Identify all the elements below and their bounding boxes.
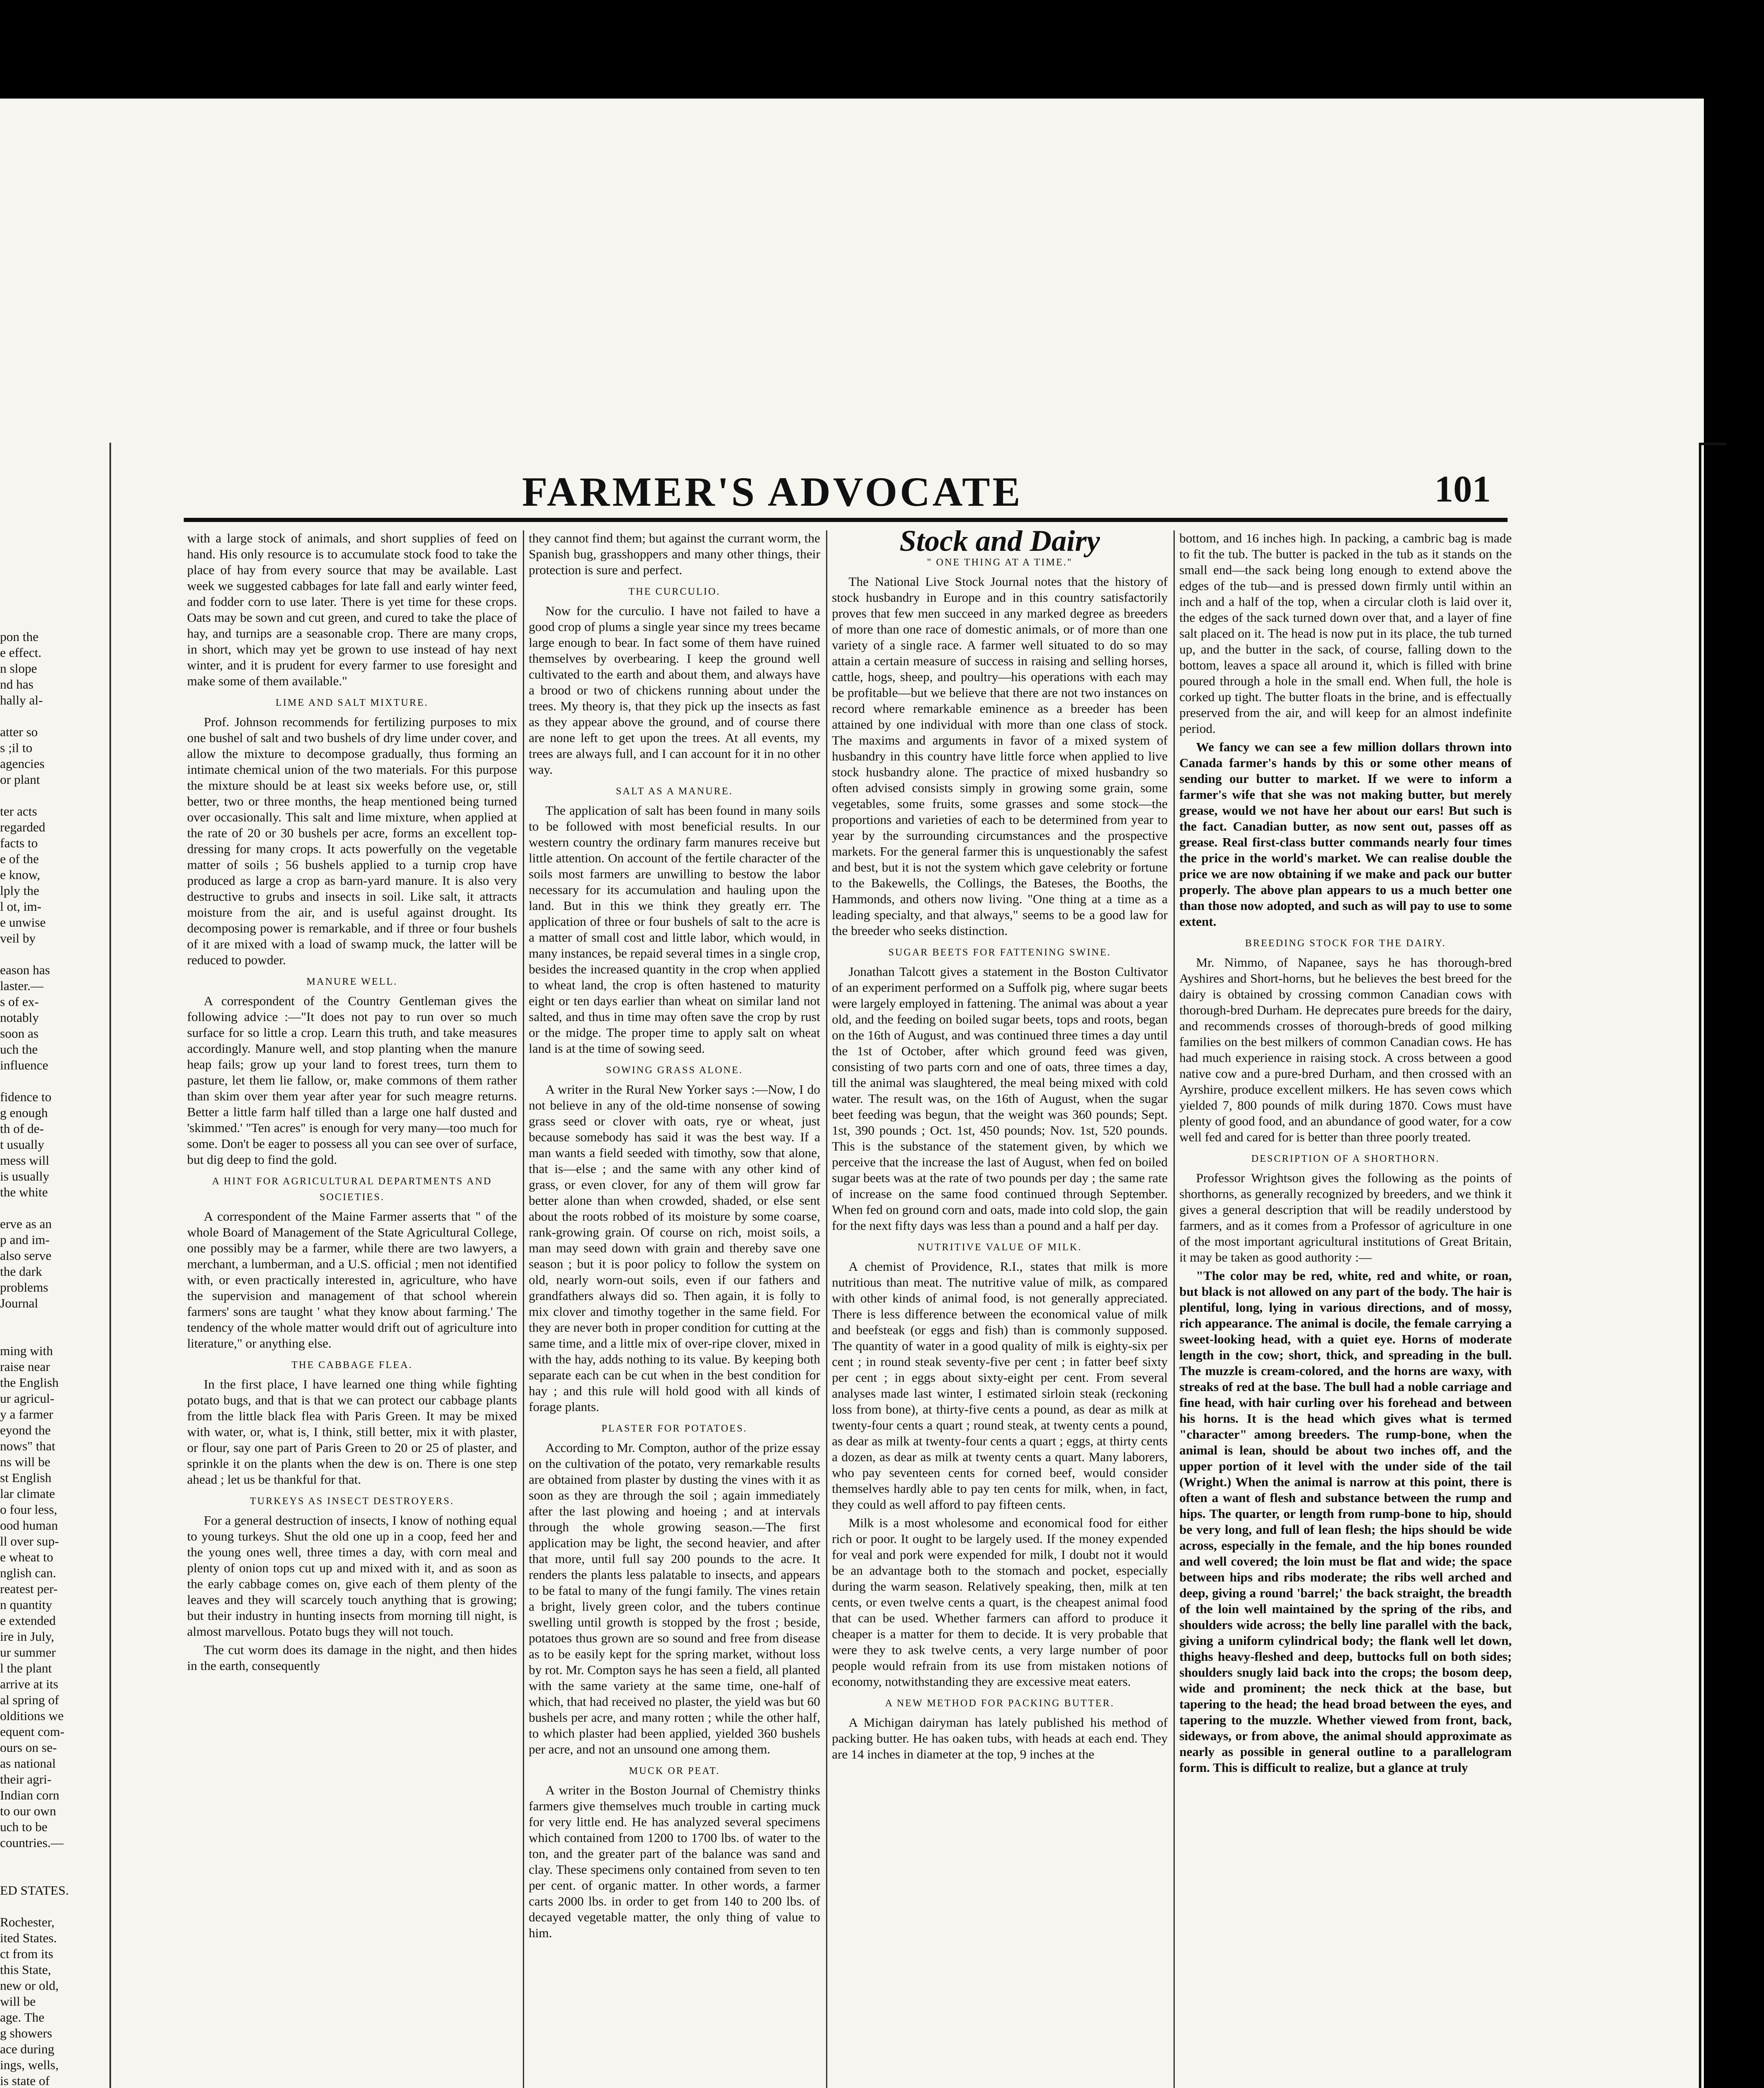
previous-page-line: age. The bbox=[0, 2010, 45, 2025]
section-heading: BREEDING STOCK FOR THE DAIRY. bbox=[1245, 938, 1446, 949]
previous-page-line: ited States. bbox=[0, 1931, 57, 1945]
previous-page-line: e know, bbox=[0, 867, 41, 882]
paragraph: A writer in the Rural New Yorker says :—Now, I do not believe in any of the old-time nonsense of sowing grass seed or clover with oats, rye or wheat, just because somebody has said it was the best way. If a man wants a field seeded with timothy, sow that alone, that is—else ; and the same with any other kind of grass, or even clover, for any of them will grow far better alone than when crowded, shaded, or else sent about the roots robbed of its moisture by some coarse, rank-growing grain. Of course on rich, moist soils, a man may seed down with grain and thereby save one season ; but it is poor policy to follow the system on old, nearly worn-out soils, even if our fathers and grandfathers always did so. Then again, it is folly to mix clover and timothy together in the same field. For they are never both in proper condition for cutting at the same time, and a little mix of over-ripe clover, mixed in with the hay, adds nothing to its value. By keeping both separate each can be cut when in the best condition for hay ; and this rule will hold good with all kinds of forage plants. bbox=[529, 1082, 820, 1414]
section-heading: SALT AS A MANURE. bbox=[616, 786, 733, 797]
previous-page-line: ings, wells, bbox=[0, 2058, 59, 2072]
previous-page-line: notably bbox=[0, 1010, 39, 1025]
paragraph: A writer in the Boston Journal of Chemistry thinks farmers give themselves much trouble in carting muck for very little end. He has analyzed several specimens which contained from 1200 to 1700 lbs. of water to the ton, and the greater part of the balance was sand and clay. These specimens only contained from seven to ten per cent. of organic matter. In other words, a farmer carts 2000 lbs. in order to get from 140 to 200 lbs. of decayed vegetable matter, the only thing of value to him. bbox=[529, 1783, 820, 1940]
previous-page-line bbox=[0, 708, 97, 724]
previous-page-line: Rochester, bbox=[0, 1915, 55, 1929]
previous-page-line: also serve bbox=[0, 1248, 52, 1263]
paragraph: A Michigan dairyman has lately published his method of packing butter. He has oaken tubs, with heads at each end. They are 14 inches in diameter at the top, 9 inches at the bbox=[832, 1715, 1168, 1761]
previous-page-line: ns will be bbox=[0, 1455, 51, 1469]
previous-page-line bbox=[0, 1311, 97, 1327]
page-header bbox=[196, 468, 1491, 514]
section-heading: DESCRIPTION OF A SHORTHORN. bbox=[1251, 1153, 1440, 1164]
previous-page-line: Indian corn bbox=[0, 1788, 60, 1802]
previous-page-line: l ot, im- bbox=[0, 899, 42, 914]
previous-page-line: uch the bbox=[0, 1042, 38, 1057]
previous-page-line: olditions we bbox=[0, 1708, 64, 1723]
previous-page-line: e extended bbox=[0, 1613, 56, 1628]
previous-page-line bbox=[0, 1851, 97, 1867]
previous-page-line: agencies bbox=[0, 756, 45, 771]
header-rule bbox=[184, 518, 1508, 522]
paragraph: Milk is a most wholesome and economical food for either rich or poor. It ought to be largely used. If the money expended for veal and pork were expended for milk, I doubt not it would be an advantage both to the stomach and pocket, especially during the warm season. Relatively speaking, then, milk at ten cents, or even twelve cents a quart, is the cheapest animal food that can be used. Whether farmers can afford to produce it cheaper is a matter for them to decide. It is very probable that were they to ask twelve cents, a very large number of poor people would refrain from its use from mistaken notions of economy, notwithstanding they are excessive meat eaters. bbox=[832, 1515, 1168, 1689]
page-number: 101 bbox=[1435, 469, 1491, 510]
previous-page-line: ED STATES. bbox=[0, 1883, 69, 1898]
previous-page-line: lply the bbox=[0, 883, 39, 898]
previous-page-line: e of the bbox=[0, 851, 39, 866]
column-divider bbox=[523, 530, 524, 2088]
previous-page-line: s of ex- bbox=[0, 994, 39, 1009]
previous-page-line bbox=[0, 1898, 97, 1914]
previous-page-line: problems bbox=[0, 1280, 48, 1295]
previous-page-line: lar climate bbox=[0, 1486, 55, 1501]
previous-page-line: mess will bbox=[0, 1153, 49, 1168]
paragraph: In the first place, I have learned one thing while fighting potato bugs, and that is that we can protect our cabbage plants from the little black flea with Paris Green. It may be mixed with water, or, what is, I think, still better, mix it with plaster, or flour, say one part of Paris Green to 20 or 25 of plaster, and sprinkle it on the plants when the dew is on. There is one step ahead ; let us be thankful for that. bbox=[187, 1377, 517, 1487]
previous-page-line: ur agricul- bbox=[0, 1391, 54, 1406]
previous-page-line: fidence to bbox=[0, 1090, 52, 1104]
previous-page-line: e effect. bbox=[0, 645, 42, 660]
previous-page-line: nd has bbox=[0, 677, 34, 692]
previous-page-line: t usually bbox=[0, 1137, 44, 1152]
previous-page-line: arrive at its bbox=[0, 1677, 58, 1691]
previous-page-line: atter so bbox=[0, 725, 38, 739]
column-2 bbox=[529, 530, 820, 2088]
previous-page-line: st English bbox=[0, 1470, 52, 1485]
previous-page-line: laster.— bbox=[0, 978, 44, 993]
previous-page-line bbox=[0, 946, 97, 962]
previous-page-line: ter acts bbox=[0, 804, 37, 818]
section-heading: MANURE WELL. bbox=[306, 976, 398, 987]
paragraph: The National Live Stock Journal notes that the history of stock husbandry in Europe and in this country satisfactorily proves that few men succeed in any marked degree as breeders of more than one race of domestic animals, or of more than one variety of a single race. A farmer well situated to do so may attain a certain measure of success in raising and selling horses, cattle, hogs, sheep, and poultry—his operations with each may be profitable—but we believe that there are not two instances on record where remarkable eminence as a breeder has been attained by one individual with more than one class of stock. The maxims and arguments in favor of a mixed system of husbandry in this country have little force when applied to live stock husbandry alone. The practice of mixed husbandry so often advised consists simply in growing some grain, some vegetables, some fruits, some grasses and some stock—the proportions and varieties of each to be determined from year to year by the surrounding circumstances and the prospective markets. For the general farmer this is unquestionably the safest and best, but it is not the system which gave celebrity or fortune to the Bakewells, the Collings, the Bateses, the Booths, the Hammonds, and others now living. "One thing at a time as a leading specialty, and that always," seems to be a good law for the breeder who seeks distinction. bbox=[832, 574, 1168, 938]
previous-page-line: ll over sup- bbox=[0, 1534, 59, 1548]
previous-page-line: uch to be bbox=[0, 1819, 48, 1834]
section-heading: THE CURCULIO. bbox=[628, 586, 721, 597]
previous-page-line: ace during bbox=[0, 2042, 54, 2056]
previous-page-line: pon the bbox=[0, 629, 39, 644]
section-heading: MUCK OR PEAT. bbox=[629, 1766, 720, 1776]
previous-page-line: will be bbox=[0, 1994, 36, 2009]
paragraph: A correspondent of the Maine Farmer asserts that " of the whole Board of Management of the State Agricultural College, one possibly may be a farmer, while there are two lawyers, a merchant, a lumberman, and a U.S. official ; men not identified with, or even practically interested in, agriculture, who have the supervision and management of that school wherein farmers' sons are taught ' what they know about farming.' The tendency of the whole matter would drift out of agriculture into literature," or anything else. bbox=[187, 1209, 517, 1351]
masthead-title: FARMER'S ADVOCATE bbox=[522, 469, 1023, 515]
previous-page-line: ood human bbox=[0, 1518, 58, 1533]
previous-page-line: p and im- bbox=[0, 1232, 50, 1247]
previous-page-line: veil by bbox=[0, 931, 36, 945]
paragraph: bottom, and 16 inches high. In packing, a cambric bag is made to fit the tub. The butter is packed in the tub as it stands on the small end—the sack being long enough to extend above the edges of the tub—and is pressed down firmly until within an inch and a half of the top, when a circular cloth is laid over it, the edges of the sack turned down over that, and a layer of fine salt placed on it. The head is now put in its place, the tub turned up, and the butter in the sack, of course, falling down to the bottom, leaves a space all around it, which is filled with brine poured through a hole in the small end. When full, the hole is corked up tight. The butter floats in the brine, and is effectually preserved from the air, and will keep for an almost indefinite period. bbox=[1179, 531, 1512, 736]
previous-page-line: n quantity bbox=[0, 1597, 52, 1612]
previous-page-line: hally al- bbox=[0, 693, 43, 707]
previous-page-line: al spring of bbox=[0, 1693, 59, 1707]
section-heading: TURKEYS AS INSECT DESTROYERS. bbox=[250, 1496, 454, 1507]
paragraph: The application of salt has been found in many soils to be followed with most beneficial results. In our western country the ordinary farm manures receive but little attention. On account of the fertile character of the soils most farmers are unwilling to bestow the labor necessary for its accumulation and hauling upon the land. But in this we think they greatly err. The application of three or four bushels of salt to the acre is a matter of small cost and little labor, which would, in many instances, be repaid several times in a single crop, besides the increased quantity in the crop when applied to wheat land, the crop is often hastened to maturity eight or ten days earlier than wheat on similar land not salted, and thus in time may often save the crop by rust or the midge. The proper time to apply salt on wheat land is at the time of sowing seed. bbox=[529, 803, 820, 1056]
paragraph: with a large stock of animals, and short supplies of feed on hand. His only resource is to accumulate stock food to take the place of hay from every source that may be available. Last week we suggested cabbages for late fall and early winter feed, and fodder corn to use later. There is yet time for these crops. Oats may be sown and cut green, and cured to take the place of hay, and turnips are a seasonable crop. There are many crops, in short, which may yet be grown to use instead of hay next winter, and it is prudent for every farmer to use foresight and make some of them available." bbox=[187, 531, 517, 688]
previous-page-line: countries.— bbox=[0, 1835, 64, 1850]
section-heading: LIME AND SALT MIXTURE. bbox=[275, 697, 428, 708]
previous-page-line bbox=[0, 1867, 97, 1883]
previous-page-line: ct from its bbox=[0, 1946, 53, 1961]
previous-page-line: is state of bbox=[0, 2073, 50, 2088]
section-heading: NUTRITIVE VALUE OF MILK. bbox=[917, 1242, 1082, 1253]
page-frame bbox=[1699, 443, 1726, 2088]
previous-page-line: soon as bbox=[0, 1026, 39, 1041]
section-heading: THE CABBAGE FLEA. bbox=[291, 1360, 413, 1371]
previous-page-line: ur summer bbox=[0, 1645, 56, 1660]
section-heading: PLASTER FOR POTATOES. bbox=[601, 1423, 748, 1434]
paragraph: Now for the curculio. I have not failed to have a good crop of plums a single year since my trees became large enough to bear. In fact some of them have ruined themselves by overbearing. I keep the ground well cultivated to the earth and about them, and always have a brood or two of chickens running about under the trees. My theory is, that they pick up the insects as fast as they appear above the ground, and of course there are none left to get upon the trees. At all events, my trees are always full, and I can account for it in no other way. bbox=[529, 603, 820, 777]
previous-page-line: is usually bbox=[0, 1169, 49, 1183]
previous-page-line: e unwise bbox=[0, 915, 46, 930]
previous-page-line: g showers bbox=[0, 2026, 52, 2040]
paragraph: For a general destruction of insects, I know of nothing equal to young turkeys. Shut the old one up in a coop, feed her and the young ones well, three times a day, with corn meal and plenty of onion tops cut up and mixed with it, and as soon as the early cabbage comes on, give each of them plenty of the leaves and they will scarcely touch anything that is growing; but their industry in hunting insects from morning till night, is almost marvellous. Potato bugs they will not touch. bbox=[187, 1513, 517, 1639]
previous-page-line: y a farmer bbox=[0, 1407, 53, 1422]
paragraph: A correspondent of the Country Gentleman gives the following advice :—"It does not pay to run over so much surface for so little a crop. Learn this truth, and take measures accordingly. Manure well, and stop planting when the manure heap fails; grow up your land to forest trees, turn them to pasture, let them lie fallow, or, make commons of them rather than skim over them year after year for such meagre returns. Better a little farm half tilled than a large one half dusted and 'skimmed.' "Ten acres" is enough for very many—too much for some. Don't be eager to possess all you can see over of surface, but dig deep to find the gold. bbox=[187, 993, 517, 1167]
previous-page-line: ming with bbox=[0, 1343, 53, 1358]
previous-page-line: eason has bbox=[0, 963, 50, 977]
previous-page-line: facts to bbox=[0, 836, 38, 850]
section-heading: A HINT FOR AGRICULTURAL DEPARTMENTS AND SOCIETIES. bbox=[212, 1176, 492, 1203]
column-1 bbox=[187, 530, 517, 2088]
section-heading: SOWING GRASS ALONE. bbox=[606, 1065, 743, 1076]
previous-page-line: eyond the bbox=[0, 1423, 51, 1437]
paragraph: Professor Wrightson gives the following as the points of shorthorns, as generally recognized by breeders, and we think it gives a general description that will be readily understood by farmers, and as it comes from a Professor of agriculture in one of the most important agricultural institutions of Great Britain, it may be taken as good authority :— bbox=[1179, 1171, 1512, 1264]
paragraph: they cannot find them; but against the currant worm, the Spanish bug, grasshoppers and many other things, their protection is sure and perfect. bbox=[529, 531, 820, 577]
paragraph: Mr. Nimmo, of Napanee, says he has thorough-bred Ayshires and Short-horns, but he believes the best breed for the dairy is obtained by crossing common Canadian cows with thorough-bred Durham. He deprecates pure breeds for the dairy, and recommends crosses of thorough-breds of good milking families on the best milkers of common Canadian cows. He has had much experience in raising stock. A cross between a good native cow and a pure-bred Durham, and then crossed with an Ayrshire, produce excellent milkers. He has seven cows which yielded 7, 800 pounds of milk during 1870. Cows must have plenty of good food, and an abundance of good water, for a cow well fed and cared for is better than three poorly treated. bbox=[1179, 955, 1512, 1144]
paragraph: The cut worm does its damage in the night, and then hides in the earth, consequently bbox=[187, 1642, 517, 1673]
previous-page-line: th of de- bbox=[0, 1121, 44, 1136]
previous-page-line: nglish can. bbox=[0, 1566, 56, 1580]
previous-page-line: n slope bbox=[0, 661, 37, 676]
previous-page-line: ours on se- bbox=[0, 1740, 57, 1755]
previous-page-line bbox=[0, 1200, 97, 1216]
paragraph: We fancy we can see a few million dollars thrown into Canada farmer's hands by this or some other means of sending our butter to market. If we were to inform a farmer's wife that she was not making butter, but merely grease, would we not have her about our ears! But such is the fact. Canadian butter, as now sent out, passes off as grease. Real first-class butter commands nearly four times the price in the world's market. We can realise double the price we are now obtaining if we make and pack our butter properly. The above plan appears to us a much better one than those now adopted, and such as will pay to use to some extent. bbox=[1179, 740, 1512, 929]
previous-page-line: e wheat to bbox=[0, 1550, 53, 1564]
previous-page-line: reatest per- bbox=[0, 1581, 58, 1596]
previous-page-line: o four less, bbox=[0, 1502, 57, 1517]
column-divider bbox=[826, 530, 827, 2088]
paragraph: According to Mr. Compton, author of the prize essay on the cultivation of the potato, very remarkable results are obtained from plaster by dusting the vines with it as soon as they are through the soil ; again immediately after the last plowing and hoeing ; and at intervals through the whole growing season.—The first application may be light, the second heavier, and after that more, until full say 200 pounds to the acre. It renders the plants less palatable to insects, and appears to be fatal to many of the fungi family. The vines retain a bright, lively green color, and the tubers continue swelling until growth is stopped by the frost ; beside, potatoes thus grown are so sound and free from disease as to be easily kept for the spring market, without loss by rot. Mr. Compton says he has seen a field, all planted with the same variety at the same time, one-half of which, that had received no plaster, the yield was but 60 bushels per acre, and many rotten ; while the other half, to which plaster had been applied, yielded 360 bushels per acre, and not an unsound one among them. bbox=[529, 1440, 820, 1756]
paragraph: Prof. Johnson recommends for fertilizing purposes to mix one bushel of salt and two bushels of dry lime under cover, and allow the mixture to decompose gradually, thus forming an intimate chemical union of the two materials. For this purpose the mixture should be at least six weeks before use, or, still better, two or three months, the heap mentioned being turned over occasionally. This salt and lime mixture, when applied at the rate of 20 or 30 bushels per acre, forms an excellent top-dressing for many crops. It acts powerfully on the vegetable matter of soils ; 56 bushels applied to a turnip crop have produced as large a crop as barn-yard manure. It is also very destructive to grubs and insects in soil. Like salt, it attracts moisture from the air, and is useful against drought. Its decomposing power is remarkable, and if three or four bushels of it are mixed with a load of swamp muck, the latter will be reduced to powder. bbox=[187, 715, 517, 967]
column-4 bbox=[1179, 530, 1512, 2088]
previous-page-line bbox=[0, 1327, 97, 1343]
section-heading: SUGAR BEETS FOR FATTENING SWINE. bbox=[888, 947, 1111, 958]
previous-page-line: the English bbox=[0, 1375, 59, 1390]
previous-page-line: as national bbox=[0, 1756, 56, 1771]
previous-page-line: their agri- bbox=[0, 1772, 52, 1786]
previous-page-line: l the plant bbox=[0, 1661, 52, 1675]
previous-page-line: or plant bbox=[0, 772, 40, 787]
column-3 bbox=[832, 530, 1168, 2088]
previous-page-line: equent com- bbox=[0, 1724, 65, 1739]
previous-page-line: the dark bbox=[0, 1264, 42, 1279]
previous-page-line: new or old, bbox=[0, 1978, 59, 1993]
paragraph: "The color may be red, white, red and white, or roan, but black is not allowed on any part of the body. The hair is plentiful, long, lying in various directions, and of mossy, rich appearance. The animal is docile, the female carrying a sweet-looking head, with a quiet eye. Horns of moderate length in the cow; short, thick, and spreading in the bull. The muzzle is cream-colored, and the horns are waxy, with streaks of red at the base. The bull had a noble carriage and fine head, with hair curling over his forehead and between his horns. It is the head which gives what is termed "character" among breeders. The rump-bone, when the animal is lean, should be about two inches off, and the upper portion of it level with the under side of the tail (Wright.) When the animal is narrow at this point, there is often a want of flesh and substance between the rump and hips. The quarter, or length from rump-bone to hip, should be very long, and full of lean flesh; the hips should be wide across, especially in the female, and the hip bones rounded and well covered; the loin must be flat and wide; the space between hips and ribs moderate; the ribs well arched and deep, giving a round 'barrel;' the back straight, the breadth of the loin well maintained by the spring of the ribs, and shoulders wide across; the belly line parallel with the back, giving a uniform cylindrical body; the flank well let down, thighs heavy-fleshed and deep, buttocks full on both sides; shoulders snugly laid back into the crops; the bosom deep, wide and prominent; the neck thick at the base, but tapering to the head; the head broad between the eyes, and tapering to the muzzle. Whether viewed from front, back, sideways, or from above, the animal should approximate as nearly as possible in general outline to a parallelogram form. This is difficult to realize, but a glance at truly bbox=[1179, 1268, 1512, 1775]
previous-page-line: influence bbox=[0, 1058, 48, 1072]
previous-page-line: Journal bbox=[0, 1296, 38, 1310]
previous-page-line: to our own bbox=[0, 1804, 56, 1818]
previous-page-line: nows" that bbox=[0, 1439, 56, 1453]
previous-page-line: g enough bbox=[0, 1105, 48, 1120]
previous-page-line bbox=[0, 1073, 97, 1089]
previous-page-line: regarded bbox=[0, 820, 46, 834]
section-banner: Stock and Dairy bbox=[899, 530, 1100, 557]
section-heading: " ONE THING AT A TIME." bbox=[927, 557, 1073, 568]
paragraph: Jonathan Talcott gives a statement in the Boston Cultivator of an experiment performed on a Suffolk pig, where sugar beets were largely employed in fattening. The animal was about a year old, and the feeding on boiled sugar beets, tops and roots, began on the 16th of August, and was continued three times a day until the 1st of October, after which ground feed was given, consisting of two parts corn and one of oats, three times a day, till the animal was slaughtered, the meal being mixed with cold water. The result was, on the 16th of August, when the sugar beet feeding was begun, that the weight was 360 pounds; Sept. 1st, 390 pounds ; Oct. 1st, 450 pounds; Nov. 1st, 520 pounds. This is the substance of the statement given, by which we perceive that the increase the last of August, when fed on boiled sugar beets was at the rate of two pounds per day ; the same rate of increase on the same food continued through September. When fed on ground corn and oats, made into cold slop, the gain for the next fifty days was less than a pound and a half per day. bbox=[832, 964, 1168, 1233]
previous-page-line: raise near bbox=[0, 1359, 50, 1374]
column-divider bbox=[1173, 530, 1175, 2088]
page-spine bbox=[109, 443, 111, 2088]
paragraph: A chemist of Providence, R.I., states that milk is more nutritious than meat. The nutritive value of milk, as compared with other kinds of animal food, is not generally appreciated. There is less difference between the economical value of milk and beefsteak (or eggs and fish) than is commonly supposed. The quantity of water in a good quality of milk is eighty-six per cent ; in round steak seventy-five per cent ; in fatter beef sixty per cent ; in eggs about sixty-eight per cent. From several analyses made last winter, I estimated sirloin steak (reckoning loss from bone), at thirty-five cents a pound, as dear as milk at twenty-four cents a quart ; round steak, at twenty cents a pound, as dear as milk at twenty-four cents a quart ; eggs, at thirty cents a dozen, as dear as milk at twenty cents a quart. Many laborers, who pay seventeen cents for corned beef, would consider themselves hardly able to pay ten cents for milk, when, in fact, they could as well afford to pay fifteen cents. bbox=[832, 1259, 1168, 1512]
previous-page-line: the white bbox=[0, 1185, 48, 1199]
previous-page-line: this State, bbox=[0, 1962, 51, 1977]
previous-page-line: ire in July, bbox=[0, 1629, 54, 1644]
section-heading: A NEW METHOD FOR PACKING BUTTER. bbox=[885, 1698, 1115, 1709]
previous-page-line: s ;il to bbox=[0, 740, 33, 755]
previous-page-line bbox=[0, 788, 97, 803]
previous-page-column bbox=[0, 629, 97, 2088]
previous-page-line: erve as an bbox=[0, 1216, 52, 1231]
